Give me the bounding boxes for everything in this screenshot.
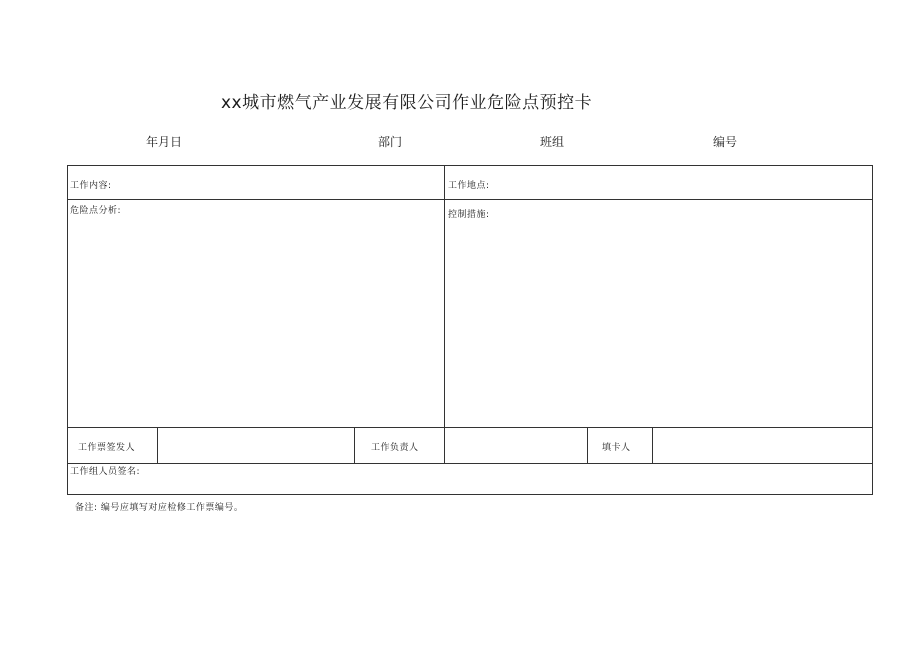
row-divider-1	[68, 199, 872, 200]
sig-divider-4	[587, 427, 588, 463]
hazard-analysis-label: 危险点分析:	[70, 206, 122, 216]
sig-divider-2	[354, 427, 355, 463]
team-label: 班组	[540, 135, 565, 149]
sig-divider-1	[157, 427, 158, 463]
number-label: 编号	[713, 135, 738, 149]
date-label: 年月日	[146, 135, 183, 149]
row-divider-2	[68, 427, 872, 428]
work-location-label: 工作地点:	[448, 181, 490, 191]
remarks-note: 备注: 编号应填写对应检修工作票编号。	[75, 503, 244, 513]
sig-divider-3	[444, 427, 445, 463]
document-title: xx城市燃气产业发展有限公司作业危险点预控卡	[221, 93, 593, 113]
hazard-control-form	[67, 165, 873, 495]
work-leader-label: 工作负责人	[371, 443, 419, 453]
card-filler-label: 填卡人	[602, 443, 631, 453]
control-measures-label: 控制措施:	[448, 210, 490, 220]
sig-divider-5	[652, 427, 653, 463]
crew-signature-label: 工作组人员签名:	[70, 467, 141, 477]
department-label: 部门	[378, 135, 403, 149]
column-divider-center	[444, 166, 445, 427]
work-content-label: 工作内容:	[70, 181, 112, 191]
row-divider-3	[68, 463, 872, 464]
ticket-issuer-label: 工作票签发人	[78, 443, 136, 453]
